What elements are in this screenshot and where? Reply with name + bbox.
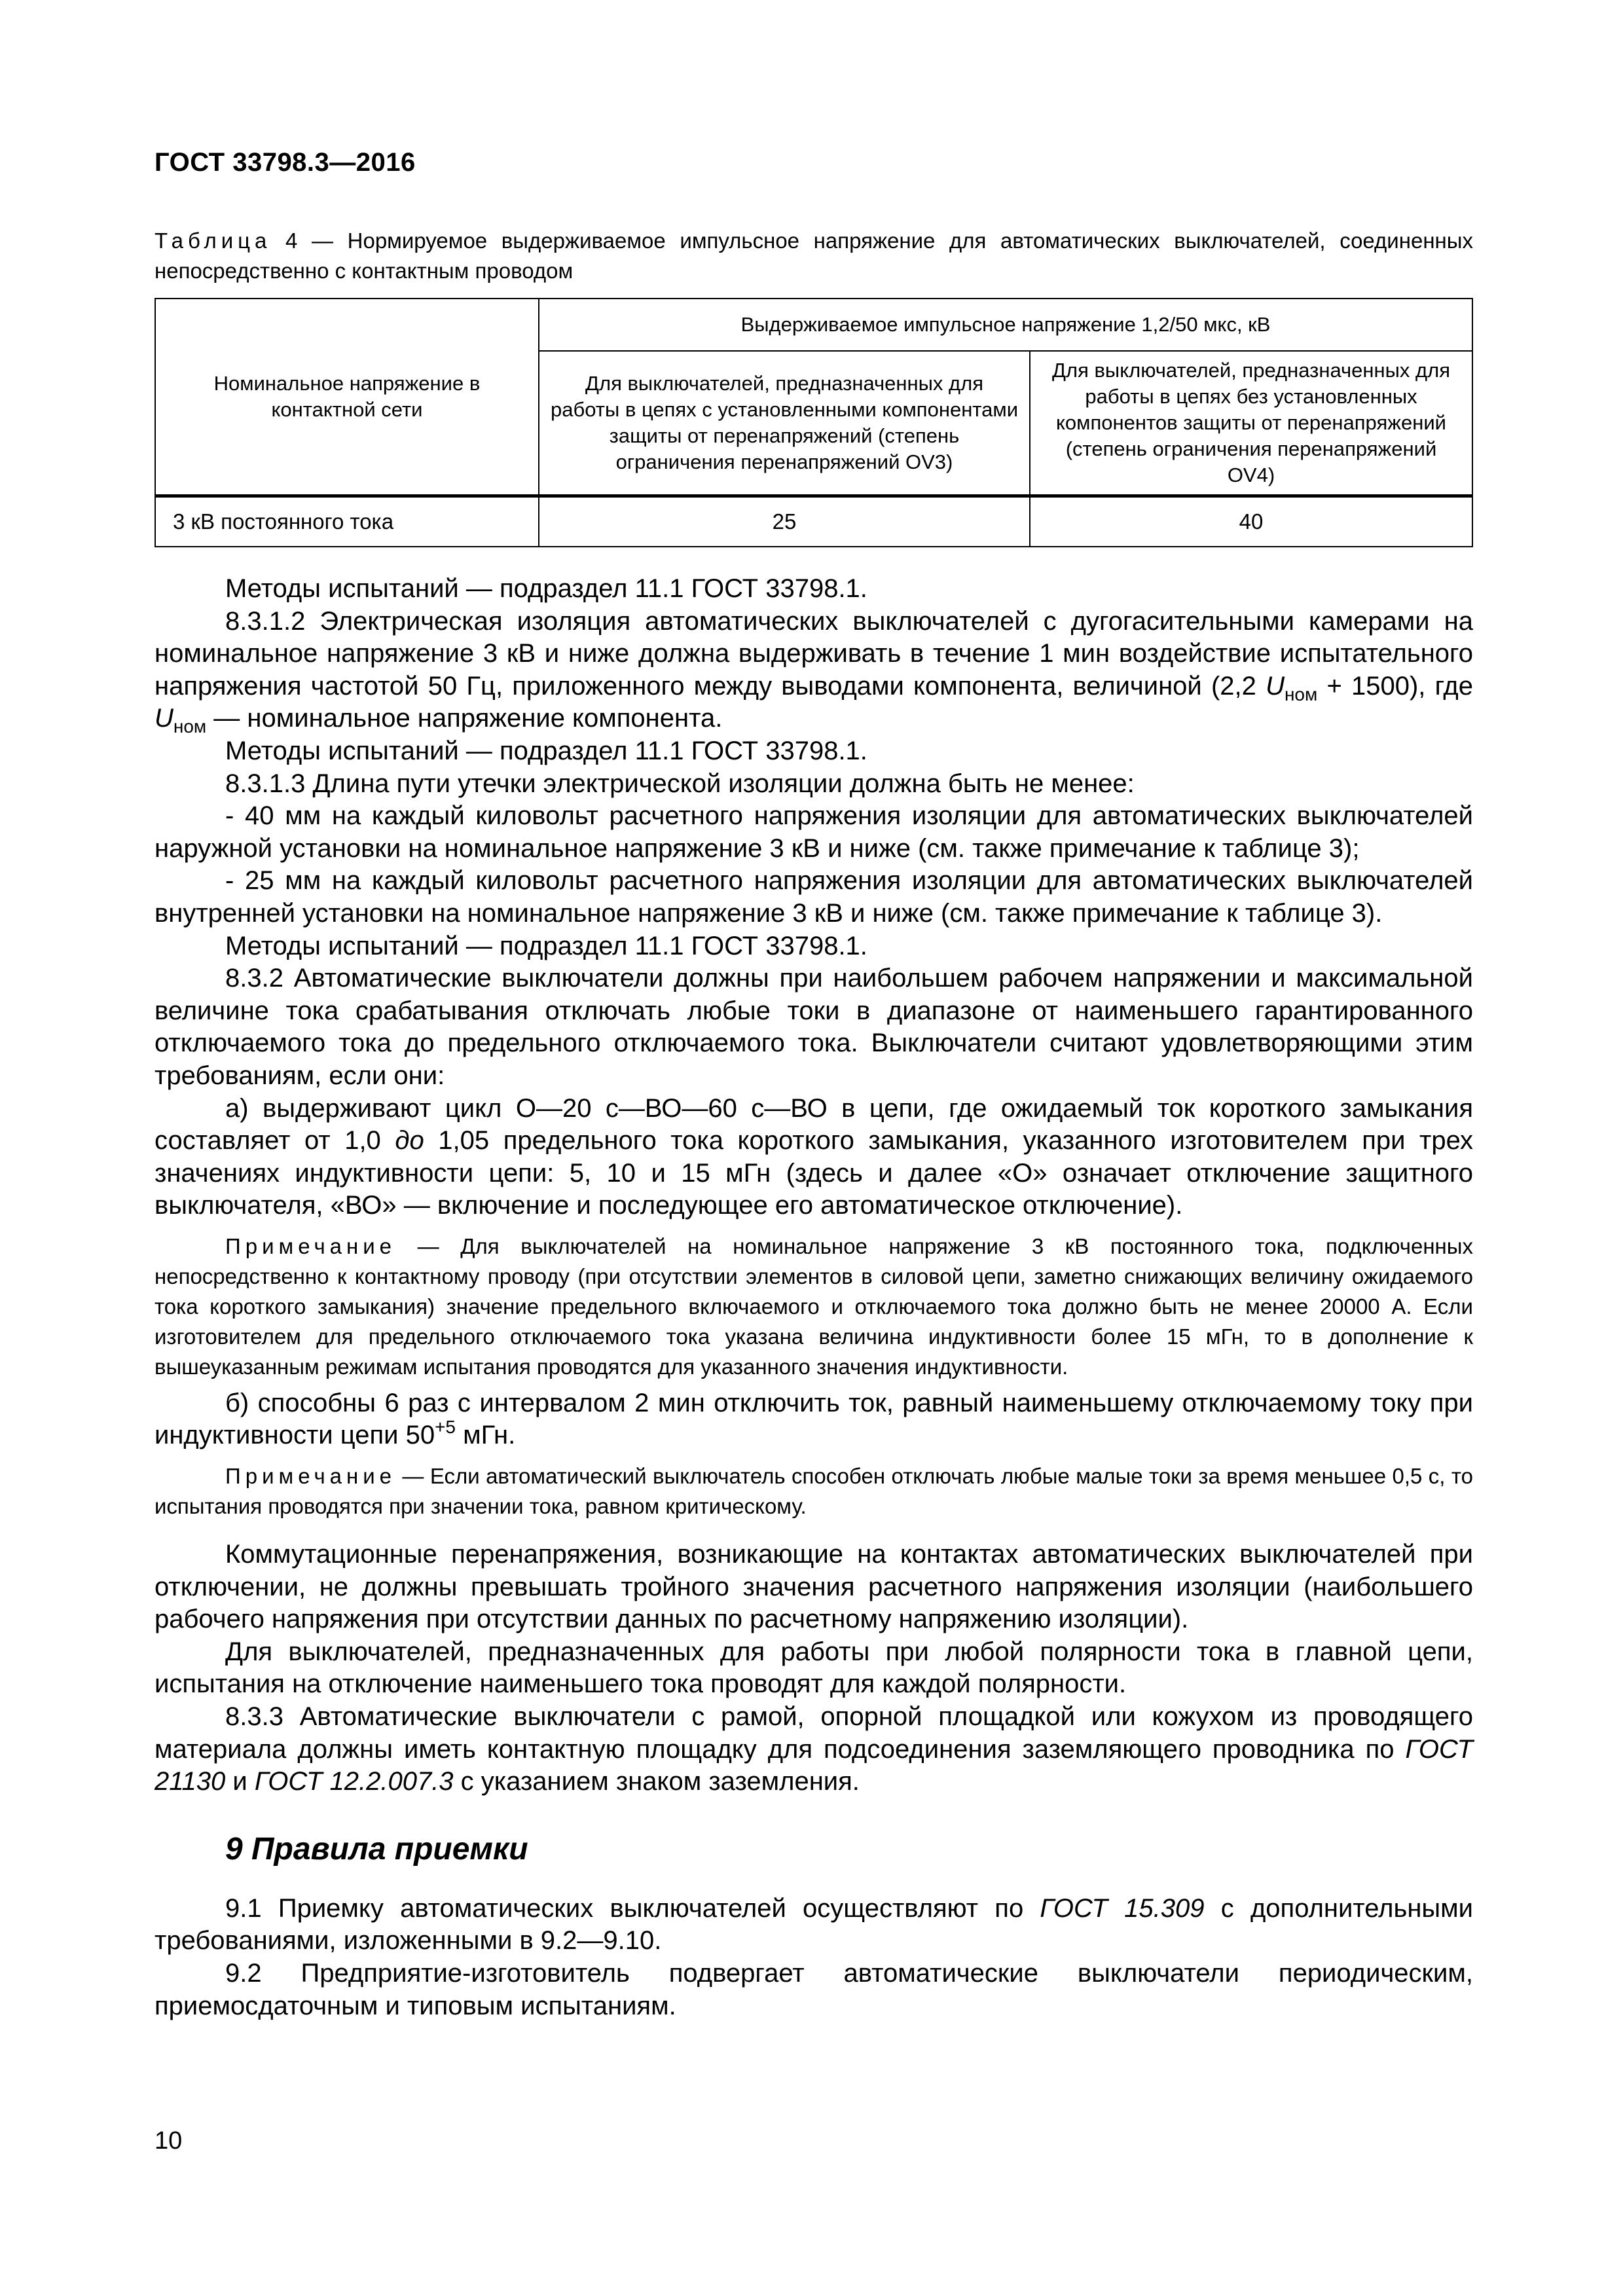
paragraph-9-2: 9.2 Предприятие-изготовитель подвергает автоматические выключатели периодическим, приемосдаточным и типовым испытаниям.	[155, 1959, 1473, 2020]
list-item: - 25 мм на каждый киловольт расчетного напряжения изоляции для автоматических выключателей внутренней установки на номинальное напряжение 3 кВ и ниже (см. также примечание к таблице 3).	[155, 866, 1473, 928]
table-cell-ov4: 40	[1030, 496, 1472, 547]
table-caption-text: 4 — Нормируемое выдерживаемое импульсное напряжение для автоматических выключателей, соединенных непосредственно с контактным проводом	[155, 228, 1473, 283]
impulse-voltage-table	[155, 298, 1473, 547]
note-1: Примечание — Для выключателей на номинальное напряжение 3 кВ постоянного тока, подключенных непосредственно к контактному проводу (при отсутствии элементов в силовой цепи, заметно снижающих величину ожидаемого тока короткого замыкания) значение предельного включаемого и отключаемого тока должно быть не менее 20000 А. Если изготовителем для предельного отключаемого тока указана величина индуктивности более 15 мГн, то в дополнение к вышеуказанным режимам испытания проводятся для указанного значения индуктивности.	[155, 1233, 1473, 1379]
table-col-ov3-header: Для выключателей, предназначенных для работы в цепях с установленными компонентами защиты от перенапряжений (степень ограничения перенапряжений OV3)	[539, 351, 1030, 496]
paragraph-8-3-1-2: 8.3.1.2 Электрическая изоляция автоматических выключателей с дугогасительными камерами на номинальное напряжение 3 кВ и ниже должна выдерживать в течение 1 мин воздействие испытательного напряжения частотой 50 Гц, приложенного между выводами компонента, величиной (2,2 $U_{ном} + 1500$), где $U_{ном}$ — номинальное напряжение компонента.	[155, 606, 1473, 737]
table-cell-ov3: 25	[539, 496, 1030, 547]
table-group-header: Выдерживаемое импульсное напряжение 1,2/50 мкс, кВ	[539, 299, 1472, 351]
paragraph: Для выключателей, предназначенных для работы при любой полярности тока в главной цепи, испытания на отключение наименьшего тока проводят для каждой полярности.	[155, 1637, 1473, 1699]
reference-link: ГОСТ 21130	[155, 1734, 1473, 1796]
standard-code-header: ГОСТ 33798.3—2016	[155, 148, 416, 177]
section-heading: 9 Правила приемки	[225, 1831, 528, 1867]
table-caption	[155, 226, 1473, 286]
paragraph-8-3-3: 8.3.3 Автоматические выключатели с рамой, опорной площадкой или кожухом из проводящего материала должны иметь контактную площадку для подсоединения заземляющего проводника по ГОСТ 21130 и ГОСТ 12.2.007.3 с указанием знаком заземления.	[155, 1702, 1473, 1796]
reference-link: ГОСТ 12.2.007.3	[254, 1767, 454, 1796]
paragraph-8-3-1-3: 8.3.1.3 Длина пути утечки электрической изоляции должна быть не менее:	[225, 769, 1135, 798]
table-cell-voltage: 3 кВ постоянного тока	[155, 496, 539, 547]
table-stub-header: Номинальное напряжение в контактной сети	[155, 299, 539, 496]
paragraph-9-1: 9.1 Приемку автоматических выключателей осуществляют по ГОСТ 15.309 с дополнительными требованиями, изложенными в 9.2—9.10.	[155, 1893, 1474, 1956]
table-col-ov4-header: Для выключателей, предназначенных для работы в цепях без установленных компонентов защиты от перенапряжений (степень ограничения перенапряжений OV4)	[1030, 351, 1472, 496]
document-body	[155, 573, 1473, 2022]
note-2: Примечание — Если автоматический выключатель способен отключать любые малые токи за время меньшее 0,5 с, то испытания проводятся при значении тока, равном критическому.	[155, 1464, 1473, 1519]
page-number: 10	[155, 2127, 183, 2155]
paragraph: Методы испытаний — подраздел 11.1 ГОСТ 33798.1.	[225, 931, 867, 960]
list-item-a: а) выдерживают цикл О—20 с—ВО—60 с—ВО в цепи, где ожидаемый ток короткого замыкания составляет от 1,0 до 1,05 предельного тока короткого замыкания, указанного изготовителем при трех значениях индуктивности цепи: 5, 10 и 15 мГн (здесь и далее «О» означает отключение защитного выключателя, «ВО» — включение и последующее его автоматическое отключение).	[155, 1093, 1473, 1220]
paragraph: Методы испытаний — подраздел 11.1 ГОСТ 33798.1.	[225, 736, 867, 765]
paragraph: Методы испытаний — подраздел 11.1 ГОСТ 33798.1.	[225, 574, 867, 603]
reference-link: ГОСТ 15.309	[1040, 1893, 1205, 1923]
table-caption-label: Таблица	[155, 228, 272, 253]
paragraph-8-3-2: 8.3.2 Автоматические выключатели должны при наибольшем рабочем напряжении и максимальной величине тока срабатывания отключать любые токи в диапазоне от наименьшего гарантированного отключаемого тока до предельного отключаемого тока. Выключатели считают удовлетворяющими этим требованиям, если они:	[155, 964, 1473, 1090]
table-row	[155, 496, 1472, 547]
list-item: - 40 мм на каждый киловольт расчетного напряжения изоляции для автоматических выключателей наружной установки на номинальное напряжение 3 кВ и ниже (см. также примечание к таблице 3);	[155, 801, 1473, 863]
list-item-b: б) способны 6 раз с интервалом 2 мин отключить ток, равный наименьшему отключаемому току при индуктивности цепи $50^{+5}$ мГн.	[155, 1388, 1473, 1450]
paragraph: Коммутационные перенапряжения, возникающие на контактах автоматических выключателей при отключении, не должны превышать тройного значения расчетного напряжения изоляции (наибольшего рабочего напряжения при отсутствии данных по расчетному напряжению изоляции).	[155, 1540, 1473, 1634]
